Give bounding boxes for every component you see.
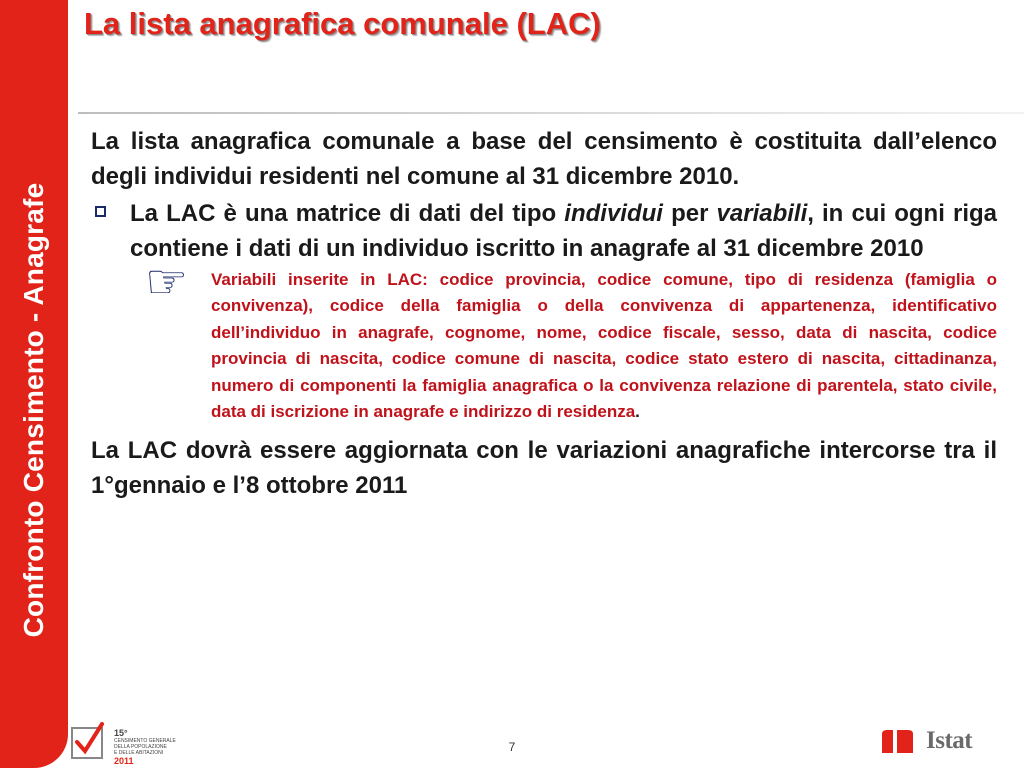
sub-bullet-item	[91, 256, 997, 425]
censimento-logo	[68, 718, 188, 768]
bullet-text-part-2: per	[662, 200, 717, 227]
sidebar-band	[0, 0, 68, 768]
slide-content	[91, 124, 997, 503]
istat-mark-left	[882, 730, 893, 753]
istat-logo-text: Istat	[926, 727, 973, 754]
intro-paragraph: La lista anagrafica comunale a base del censimento è costituita dall’elenco degli individui residenti nel comune al 31 dicembre 2010.	[91, 128, 997, 190]
variables-list-period: .	[635, 402, 640, 422]
closing-paragraph: La LAC dovrà essere aggiornata con le variazioni anagrafiche intercorse tra il 1°gennaio e l’8 ottobre 2011	[91, 437, 997, 500]
bullet-item	[91, 196, 997, 266]
logo-line-4: E DELLE ABITAZIONI	[114, 750, 164, 756]
variables-list-text	[211, 267, 997, 425]
page-number: 7	[508, 740, 516, 754]
logo-line-2: CENSIMENTO GENERALE	[114, 738, 176, 744]
bullet-emphasis-individui: individui	[564, 200, 663, 227]
checkbox-bullet-icon	[95, 206, 106, 217]
bullet-text-part-1: La LAC è una matrice di dati del tipo	[130, 200, 565, 227]
title-divider	[78, 112, 1024, 114]
logo-line-1: 15°	[114, 728, 128, 738]
logo-line-3: DELLA POPOLAZIONE	[114, 744, 167, 750]
variables-list: Variabili inserite in LAC: codice provincia, codice comune, tipo di residenza (famiglia o convivenza), codice della famiglia o della convivenza di appartenenza, identificativo dell’individuo in anagrafe, cognome, nome, codice fiscale, sesso, data di nascita, codice provincia di nascita, codice comune di nascita, codice stato estero di nascita, cittadinanza, numero di componenti la famiglia anagrafica o la convivenza relazione di parentela, stato civile, data di iscrizione in anagrafe e indirizzo di residenza	[211, 270, 997, 422]
bullet-text-part-3: , in cui ogni riga contiene i dati di un individuo iscritto in anagrafe al 31 dicembre 2010	[130, 200, 997, 262]
bullet-emphasis-variabili: variabili	[716, 200, 808, 227]
sidebar-label: Confronto Censimento - Anagrafe	[18, 182, 49, 638]
pointing-hand-icon: ☞	[145, 256, 189, 309]
bullet-text	[130, 196, 997, 266]
logo-year: 2011	[114, 756, 134, 766]
istat-mark-right	[897, 730, 913, 753]
slide-title: La lista anagrafica comunale (LAC)	[84, 6, 601, 41]
